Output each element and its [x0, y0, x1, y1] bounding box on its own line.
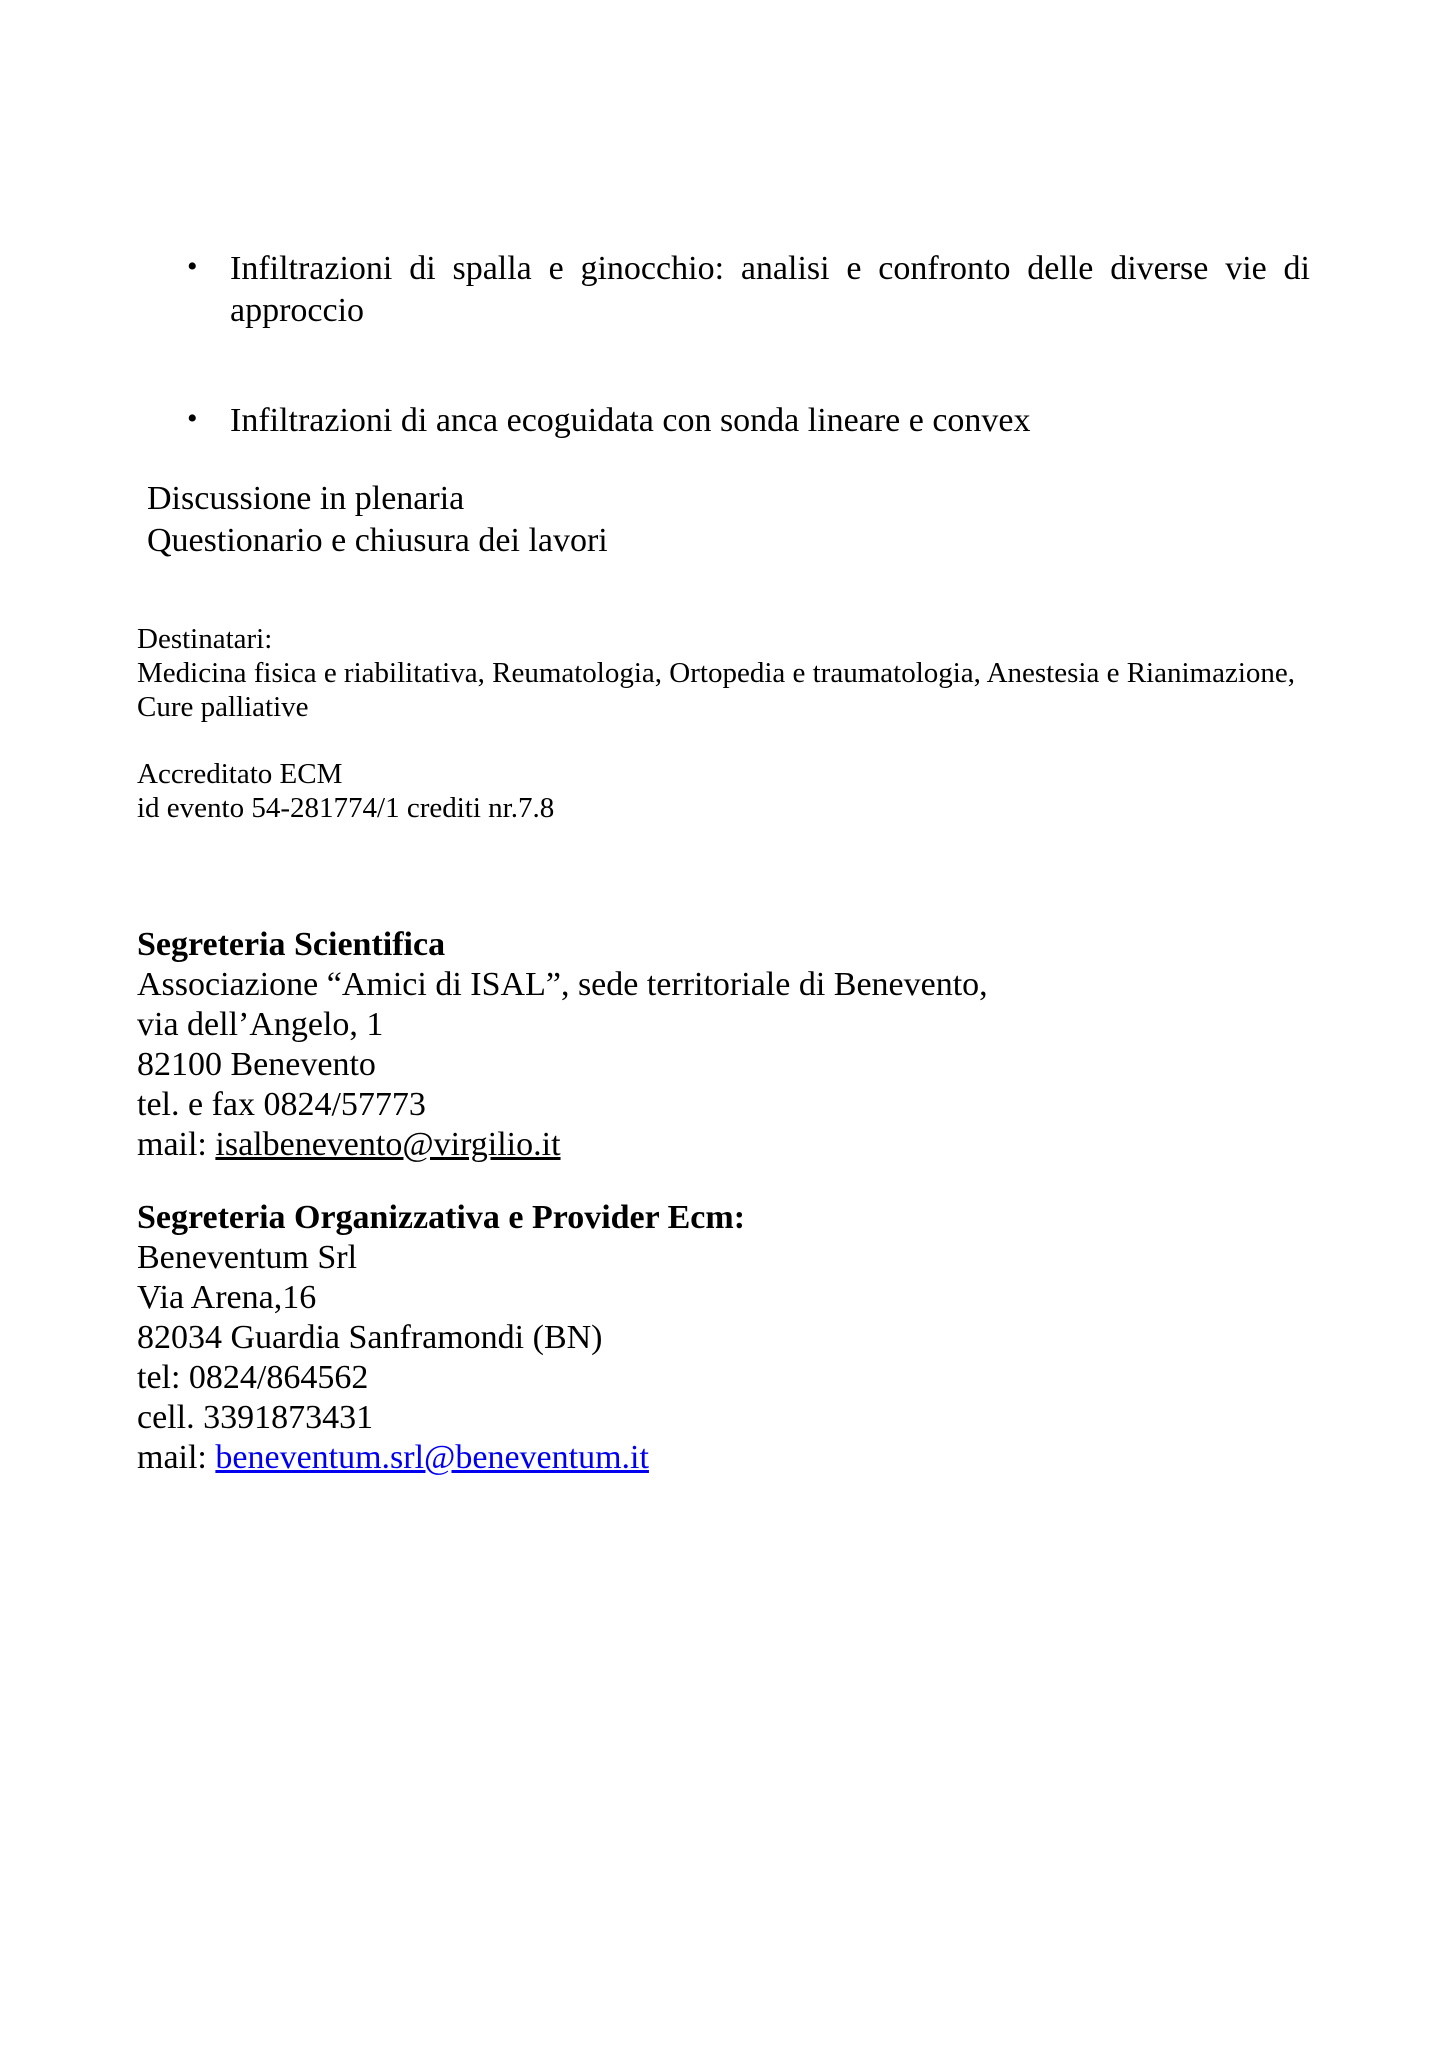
scientific-secretariat-section: [137, 925, 1310, 1165]
plenary-line: Questionario e chiusura dei lavori: [147, 522, 608, 559]
programme-bullet-list: [137, 248, 1310, 442]
document-page: [137, 0, 1310, 1478]
scientific-secretariat-email-link[interactable]: isalbenevento@virgilio.it: [215, 1126, 561, 1163]
mobile-line: cell. 3391873431: [137, 1399, 374, 1436]
mail-line: [137, 1125, 1310, 1165]
recipients-line: Medicina fisica e riabilitativa, Reumatologia, Ortopedia e traumatologia, Anestesia e Rianimazione,: [137, 657, 1296, 689]
plenary-section: [137, 478, 1310, 562]
phone-line: tel. e fax 0824/57773: [137, 1086, 426, 1123]
recipients-section: [137, 622, 1310, 724]
organizing-secretariat-email-link[interactable]: beneventum.srl@beneventum.it: [215, 1439, 649, 1476]
ecm-event-id-line: id evento 54-281774/1 crediti nr.7.8: [137, 792, 555, 824]
bullet-text-line: approccio: [230, 292, 365, 329]
company-line: Beneventum Srl: [137, 1239, 358, 1276]
address-line: Via Arena,16: [137, 1279, 317, 1316]
ecm-section: [137, 757, 1310, 825]
address-line: 82034 Guardia Sanframondi (BN): [137, 1319, 603, 1356]
mail-line: [137, 1438, 1310, 1478]
ecm-accreditation-line: Accreditato ECM: [137, 758, 343, 790]
recipients-label: Destinatari:: [137, 623, 273, 655]
recipients-line: Cure palliative: [137, 691, 309, 723]
plenary-line: Discussione in plenaria: [147, 480, 465, 517]
bullet-text-line: Infiltrazioni di anca ecoguidata con sonda lineare e convex: [230, 402, 1031, 439]
organizing-secretariat-section: [137, 1198, 1310, 1478]
organizing-secretariat-title: Segreteria Organizzativa e Provider Ecm:: [137, 1199, 746, 1236]
bullet-icon: •: [187, 402, 198, 435]
mail-label: mail:: [137, 1126, 216, 1163]
scientific-secretariat-title: Segreteria Scientifica: [137, 926, 446, 963]
phone-line: tel: 0824/864562: [137, 1359, 369, 1396]
list-item: [137, 400, 1310, 442]
mail-label: mail:: [137, 1439, 216, 1476]
bullet-text-line: Infiltrazioni di spalla e ginocchio: analisi e confronto delle diverse vie di: [230, 250, 1310, 287]
bullet-icon: •: [187, 250, 198, 283]
address-line: 82100 Benevento: [137, 1046, 376, 1083]
list-item: [137, 248, 1310, 332]
address-line: via dell’Angelo, 1: [137, 1006, 384, 1043]
address-line: Associazione “Amici di ISAL”, sede territoriale di Benevento,: [137, 966, 988, 1003]
